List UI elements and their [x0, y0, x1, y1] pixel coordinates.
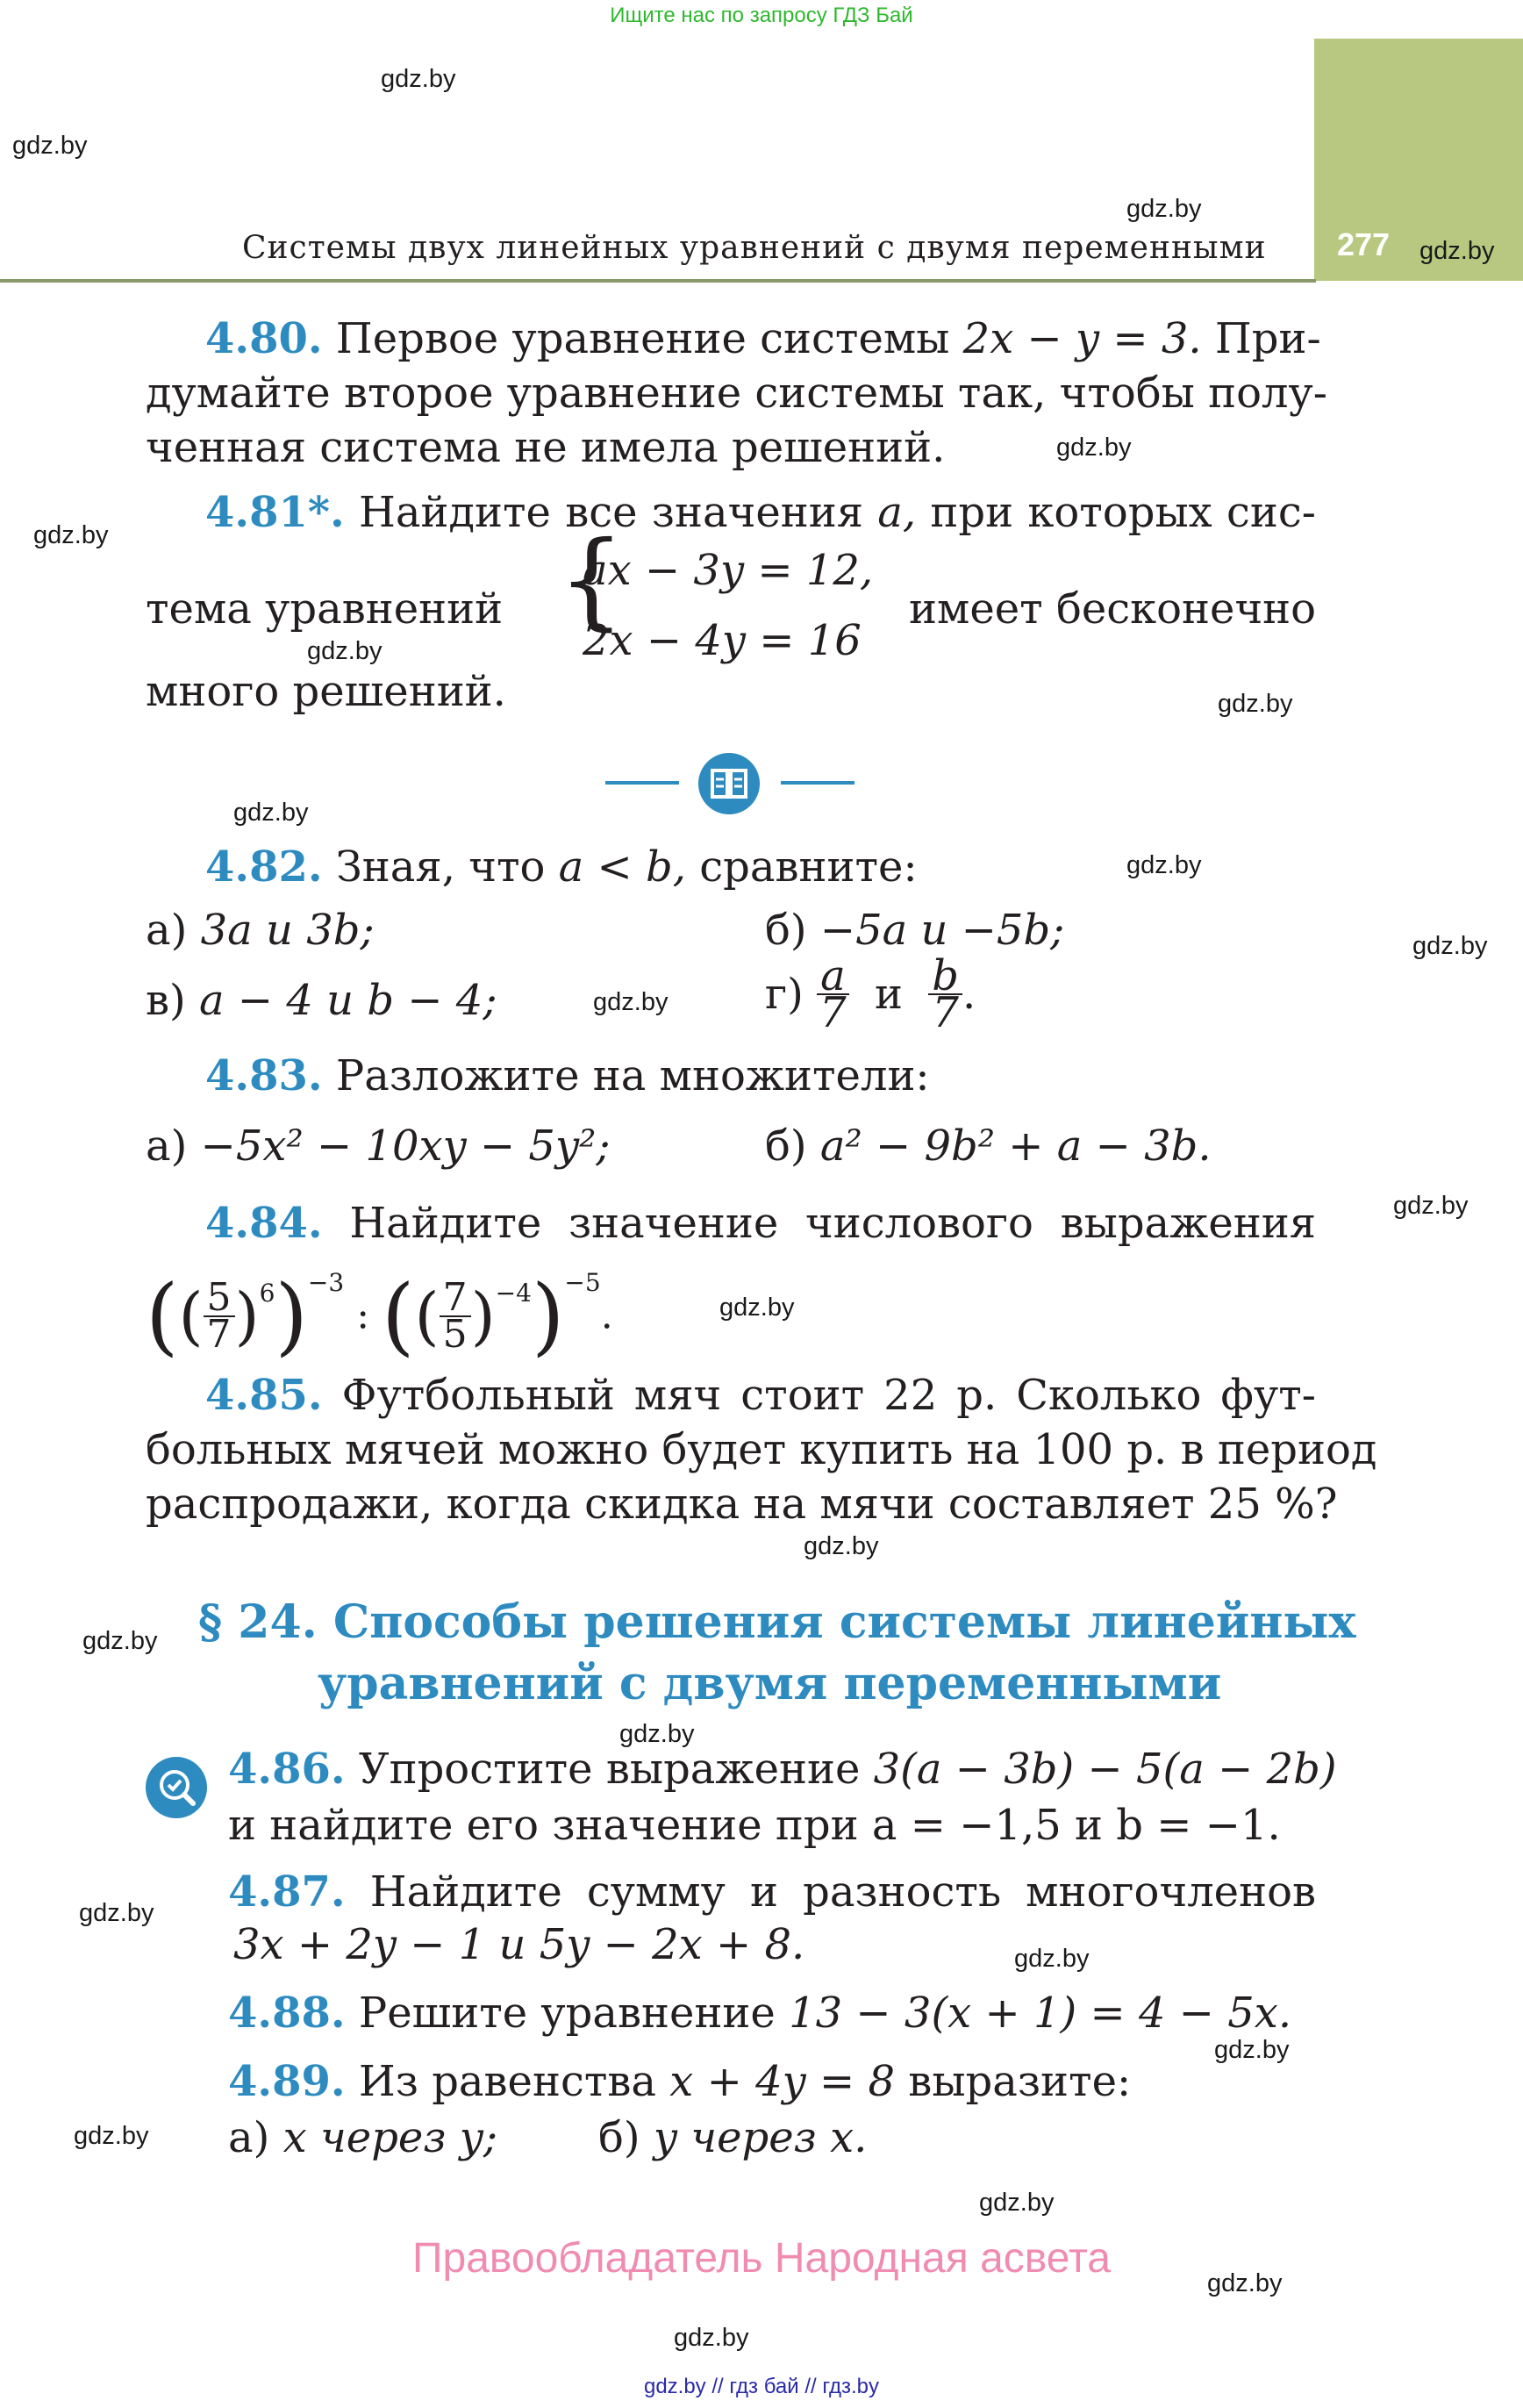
colon: :: [356, 1293, 370, 1338]
equation: 2x − y = 3.: [962, 314, 1202, 363]
magnifier-check-icon: [146, 1757, 207, 1818]
problem-4-85-line-1: [146, 1369, 1316, 1422]
problem-4-81-line-1: [146, 486, 1316, 539]
system-brace: {: [558, 520, 626, 641]
problem-4-85-line-3: распродажи, когда скидка на мячи составляет 25 %?: [146, 1480, 1338, 1529]
watermark: gdz.by: [1207, 2269, 1283, 2297]
item-label: а): [228, 2113, 270, 2162]
problem-text: Первое уравнение системы: [335, 314, 950, 363]
watermark: gdz.by: [674, 2324, 749, 2352]
problem-text: при которых сис-: [930, 488, 1316, 537]
period: .: [600, 1293, 613, 1338]
denominator: 7: [819, 988, 847, 1037]
running-head: Системы двух линейных уравнений с двумя переменными: [242, 230, 1267, 266]
problem-text: Разложите на множители:: [335, 1051, 930, 1100]
problem-text: Найдите все значения: [358, 488, 863, 537]
watermark: gdz.by: [33, 521, 109, 549]
item-label: б): [765, 1122, 807, 1171]
problem-number: 4.88.: [228, 1989, 346, 2038]
denominator: 7: [932, 988, 959, 1037]
watermark: gdz.by: [719, 1294, 795, 1322]
problem-4-81-text-a: тема уравнений: [146, 584, 504, 634]
denominator: 5: [442, 1311, 468, 1357]
item-a: [228, 2111, 497, 2164]
system-eq-1: ax − 3y = 12,: [583, 546, 874, 595]
item-b: [765, 1120, 1212, 1172]
numerator: 7: [440, 1280, 471, 1317]
fraction-5-7: [204, 1274, 235, 1357]
open-book-icon: [698, 753, 760, 814]
problem-4-80-line-1: [146, 312, 1321, 365]
equation: x + 4y = 8: [669, 2057, 896, 2106]
item-b: [598, 2111, 867, 2164]
item-label: а): [146, 906, 188, 955]
header-rule: [0, 279, 1316, 283]
condition: a < b,: [558, 842, 686, 892]
problem-text: При-: [1214, 314, 1321, 363]
problem-4-80-line-3: ченная система не имела решений.: [146, 423, 946, 472]
item-expression: x через y;: [282, 2113, 498, 2162]
watermark: gdz.by: [804, 1532, 879, 1560]
item-expression: −5x² − 10xy − 5y²;: [200, 1122, 611, 1171]
problem-4-84-expression: (( $\frac{5}{7}$ )$^6$)$^{-3}$ : (( $\frac{7}{5}$ )$^{-4}$)$^{-5}$.: [146, 1266, 613, 1365]
problem-number: 4.87.: [228, 1867, 346, 1917]
item-g: [765, 951, 976, 1037]
problem-number: 4.85.: [205, 1371, 323, 1420]
problem-number: 4.86.: [228, 1745, 346, 1794]
problem-number: 4.89.: [228, 2057, 346, 2106]
item-expression: y через x.: [653, 2113, 868, 2162]
watermark: gdz.by: [79, 1899, 154, 1927]
problem-text: выразите:: [908, 2057, 1132, 2106]
problem-number: 4.82.: [205, 842, 323, 892]
watermark: gdz.by: [1126, 851, 1202, 879]
exponent: 6: [259, 1279, 275, 1308]
problem-4-85-line-2: больных мячей можно будет купить на 100 р. в период: [146, 1425, 1377, 1474]
fraction-b-7: [928, 951, 962, 1037]
problem-4-81-line-3: много решений.: [146, 667, 506, 716]
conjunction: и: [875, 970, 904, 1019]
watermark: gdz.by: [1126, 195, 1202, 223]
section-heading-line-1: § 24. Способы решения системы линейных: [198, 1595, 1356, 1649]
variable: a,: [877, 488, 917, 537]
watermark: gdz.by: [307, 637, 383, 665]
period: .: [962, 970, 976, 1019]
watermark: gdz.by: [619, 1720, 695, 1748]
problem-4-83-line-1: [205, 1050, 930, 1102]
problem-4-87-line-2: 3x + 2y − 1 и 5y − 2x + 8.: [233, 1920, 805, 1969]
item-label: в): [146, 976, 186, 1025]
copyright-notice: Правообладатель Народная асвета: [412, 2235, 1111, 2282]
watermark: gdz.by: [1218, 690, 1293, 718]
item-label: б): [598, 2113, 640, 2162]
problem-4-82-line-1: [205, 841, 918, 893]
numerator: b: [928, 958, 962, 995]
problem-4-86-line-2: и найдите его значение при a = −1,5 и b = −1.: [228, 1801, 1281, 1850]
bottom-banner[interactable]: gdz.by // гдз бай // гдз.by: [643, 2375, 880, 2398]
problem-4-89-line-1: [228, 2055, 1131, 2108]
problem-text: Найдите значение числового выражения: [349, 1199, 1317, 1248]
problem-4-86-line-1: [228, 1743, 1337, 1795]
watermark: gdz.by: [1393, 1192, 1469, 1220]
item-expression: −5a и −5b;: [819, 906, 1065, 955]
problem-text: Упростите выражение: [358, 1745, 861, 1794]
problem-text: Найдите сумму и разность многочленов: [369, 1867, 1317, 1917]
item-label: а): [146, 1122, 188, 1171]
item-label: б): [765, 906, 807, 955]
watermark: gdz.by: [1214, 2036, 1290, 2064]
watermark: gdz.by: [1014, 1945, 1090, 1973]
problem-4-88: [228, 1987, 1291, 2039]
watermark: gdz.by: [593, 988, 669, 1016]
watermark: gdz.by: [1412, 932, 1488, 960]
problem-text: Футбольный мяч стоит 22 р. Сколько фут-: [341, 1371, 1316, 1420]
item-expression: a − 4 и b − 4;: [199, 976, 497, 1025]
numerator: 5: [204, 1280, 235, 1317]
fraction-a-7: [817, 951, 849, 1037]
item-v: [146, 974, 497, 1027]
item-b: [765, 904, 1064, 957]
item-expression: a² − 9b² + a − 3b.: [819, 1122, 1212, 1171]
problem-text: Из равенства: [358, 2057, 657, 2106]
watermark: gdz.by: [1056, 434, 1132, 462]
problem-number: 4.80.: [205, 314, 323, 363]
watermark: gdz.by: [1419, 237, 1495, 265]
system-eq-2: 2x − 4y = 16: [583, 616, 862, 665]
problem-4-81-text-b: имеет бесконечно: [909, 584, 1317, 634]
problem-text: сравните:: [699, 842, 918, 892]
numerator: a: [817, 958, 849, 995]
exponent: −5: [564, 1268, 601, 1297]
exponent: −4: [495, 1279, 532, 1308]
equation: 13 − 3(x + 1) = 4 − 5x.: [789, 1989, 1292, 2038]
problem-number: 4.81*.: [205, 488, 345, 537]
item-a: [146, 1120, 610, 1172]
watermark: gdz.by: [82, 1627, 158, 1655]
problem-text: Решите уравнение: [358, 1989, 776, 2038]
problem-number: 4.84.: [205, 1199, 323, 1248]
watermark: gdz.by: [979, 2189, 1055, 2217]
watermark: gdz.by: [12, 132, 88, 160]
item-label: г): [765, 970, 804, 1019]
item-expression: 3a и 3b;: [200, 906, 375, 955]
expression: 3(a − 3b) − 5(a − 2b): [873, 1745, 1337, 1794]
watermark: gdz.by: [381, 65, 456, 93]
problem-number: 4.83.: [205, 1051, 323, 1100]
separator-right: [781, 781, 854, 785]
problem-text: Зная, что: [335, 842, 546, 892]
section-heading-line-2: уравнений с двумя переменными: [318, 1657, 1222, 1710]
problem-4-87-line-1: [228, 1866, 1316, 1918]
page-number: 277: [1337, 226, 1391, 262]
denominator: 7: [206, 1311, 232, 1357]
watermark: gdz.by: [233, 799, 309, 827]
problem-4-80-line-2: думайте второе уравнение системы так, чтобы полу-: [146, 369, 1327, 418]
separator-left: [605, 781, 679, 785]
exponent: −3: [307, 1268, 345, 1297]
top-banner: Ищите нас по запросу ГДЗ Бай: [610, 4, 913, 27]
fraction-7-5: [440, 1274, 471, 1357]
item-a: [146, 904, 375, 957]
watermark: gdz.by: [74, 2122, 149, 2150]
problem-4-84-line-1: [205, 1197, 1316, 1250]
